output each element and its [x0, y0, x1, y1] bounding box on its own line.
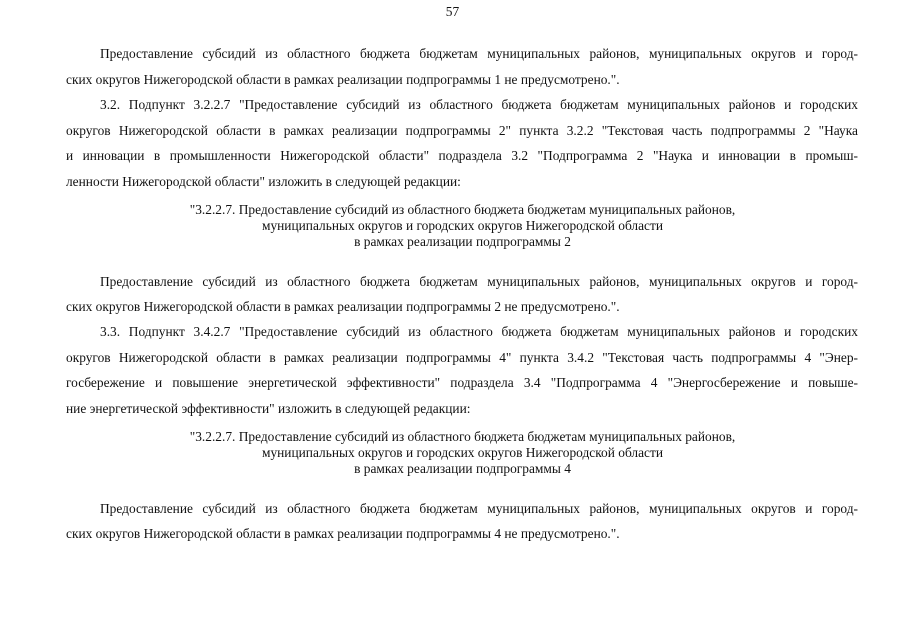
text-line: ских округов Нижегородской области в рамках реализации подпрограммы 4 не предусмотрено.".	[66, 526, 620, 541]
text-line: ние энергетической эффективности" изложить в следующей редакции:	[66, 401, 471, 416]
text-line: Предоставление субсидий из областного бюджета бюджетам муниципальных районов, муниципальных округов и город-	[100, 501, 858, 516]
text-line: и инновации в промышленности Нижегородской области" подраздела 3.2 "Подпрограмма 2 "Наука и инновации в промыш-	[66, 148, 858, 163]
page-number: 57	[445, 4, 460, 19]
heading-line: муниципальных округов и городских округов Нижегородской области	[261, 218, 664, 233]
text-line: округов Нижегородской области в рамках реализации подпрограммы 4" пункта 3.4.2 "Текстовая часть подпрограммы 4 "Энер-	[66, 350, 858, 365]
text-line: 3.3. Подпункт 3.4.2.7 "Предоставление субсидий из областного бюджета бюджетам муниципальных районов и городских	[100, 324, 858, 339]
heading-line: в рамках реализации подпрограммы 2	[354, 234, 571, 249]
text-line: 3.2. Подпункт 3.2.2.7 "Предоставление субсидий из областного бюджета бюджетам муниципальных районов и городских	[100, 97, 858, 112]
text-line: Предоставление субсидий из областного бюджета бюджетам муниципальных районов, муниципальных округов и город-	[100, 274, 858, 289]
heading-line: "3.2.2.7. Предоставление субсидий из областного бюджета бюджетам муниципальных районов,	[189, 429, 736, 444]
text-line: ских округов Нижегородской области в рамках реализации подпрограммы 1 не предусмотрено.".	[66, 72, 620, 87]
text-line: ских округов Нижегородской области в рамках реализации подпрограммы 2 не предусмотрено.".	[66, 299, 620, 314]
heading-line: в рамках реализации подпрограммы 4	[354, 461, 571, 476]
text-line: госбережение и повышение энергетической эффективности" подраздела 3.4 "Подпрограмма 4 "Энергосбережение и повыше-	[66, 375, 858, 390]
text-line: округов Нижегородской области в рамках реализации подпрограммы 2" пункта 3.2.2 "Текстовая часть подпрограммы 2 "Наука	[66, 123, 858, 138]
text-line: Предоставление субсидий из областного бюджета бюджетам муниципальных районов, муниципальных округов и город-	[100, 46, 858, 61]
text-line: ленности Нижегородской области" изложить в следующей редакции:	[66, 174, 461, 189]
heading-line: "3.2.2.7. Предоставление субсидий из областного бюджета бюджетам муниципальных районов,	[189, 202, 736, 217]
heading-line: муниципальных округов и городских округов Нижегородской области	[261, 445, 664, 460]
